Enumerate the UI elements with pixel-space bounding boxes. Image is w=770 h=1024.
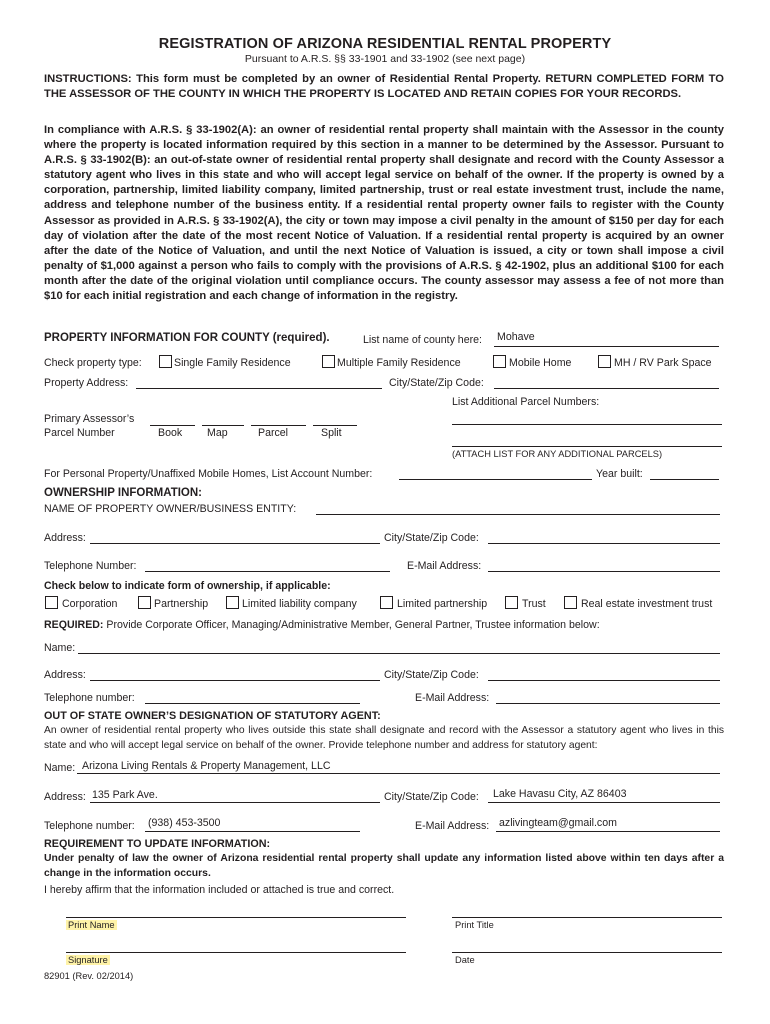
trust-label: Trust: [522, 598, 546, 610]
property-type-label: Check property type:: [44, 357, 142, 369]
single-family-checkbox[interactable]: [159, 355, 172, 368]
owner-name-input[interactable]: [316, 514, 720, 515]
print-name-input[interactable]: [66, 917, 406, 918]
update-heading: REQUIREMENT TO UPDATE INFORMATION:: [44, 838, 271, 850]
owner-name-label: NAME OF PROPERTY OWNER/BUSINESS ENTITY:: [44, 503, 297, 515]
agent-city-line: [488, 802, 720, 803]
mobile-home-label: Mobile Home: [509, 357, 572, 369]
owner-address-label: Address:: [44, 532, 86, 544]
owner-city-label: City/State/Zip Code:: [384, 532, 479, 544]
agent-address-label: Address:: [44, 791, 86, 803]
officer-phone-label: Telephone number:: [44, 692, 135, 704]
agent-heading: OUT OF STATE OWNER’S DESIGNATION OF STATUTORY AGENT:: [44, 710, 381, 722]
agent-city-label: City/State/Zip Code:: [384, 791, 479, 803]
officer-city-input[interactable]: [488, 680, 720, 681]
owner-address-input[interactable]: [90, 543, 380, 544]
agent-phone-line: [145, 831, 360, 832]
signature-input[interactable]: [66, 952, 406, 953]
agent-email-input[interactable]: azlivingteam@gmail.com: [499, 817, 617, 829]
agent-address-line: [90, 802, 380, 803]
officer-email-input[interactable]: [496, 703, 720, 704]
officer-name-input[interactable]: [78, 653, 720, 654]
llc-checkbox[interactable]: [226, 596, 239, 609]
mh-rv-checkbox[interactable]: [598, 355, 611, 368]
agent-name-input[interactable]: Arizona Living Rentals & Property Management, LLC: [82, 760, 331, 772]
multiple-family-checkbox[interactable]: [322, 355, 335, 368]
agent-name-label: Name:: [44, 762, 76, 774]
affirm-text: I hereby affirm that the information included or attached is true and correct.: [44, 884, 395, 896]
officer-name-label: Name:: [44, 642, 76, 654]
form-number: 82901 (Rev. 02/2014): [44, 971, 134, 981]
print-title-input[interactable]: [452, 917, 722, 918]
print-title-label: Print Title: [455, 920, 494, 930]
partnership-checkbox[interactable]: [138, 596, 151, 609]
date-label: Date: [455, 955, 475, 965]
additional-parcels-label: List Additional Parcel Numbers:: [452, 396, 600, 408]
parcel-map-input[interactable]: [202, 425, 244, 426]
corporation-checkbox[interactable]: [45, 596, 58, 609]
year-built-label: Year built:: [596, 468, 643, 480]
signature-text: Signature: [68, 955, 108, 965]
mh-rv-label: MH / RV Park Space: [614, 357, 712, 369]
officer-email-label: E-Mail Address:: [415, 692, 490, 704]
form-title: REGISTRATION OF ARIZONA RESIDENTIAL RENTAL PROPERTY: [158, 36, 612, 52]
parcel-split-input[interactable]: [313, 425, 357, 426]
parcel-parcel-label: Parcel: [258, 427, 289, 439]
attach-list-note: (ATTACH LIST FOR ANY ADDITIONAL PARCELS): [452, 449, 663, 459]
update-text: Under penalty of law the owner of Arizona residential rental property shall update any information listed above within ten days after a change in the information occurs.: [44, 853, 724, 879]
property-address-label: Property Address:: [44, 377, 129, 389]
officer-address-label: Address:: [44, 669, 86, 681]
trust-checkbox[interactable]: [505, 596, 518, 609]
partnership-label: Partnership: [154, 598, 209, 610]
llc-label: Limited liability company: [242, 598, 357, 610]
officer-city-label: City/State/Zip Code:: [384, 669, 479, 681]
agent-text: An owner of residential rental property who lives outside this state shall designate and record with the Assessor a statutory agent who lives in this state and who will accept legal service on behalf of the owner. Provide telephone number and address for statutory agent:: [44, 725, 724, 751]
required-note: [44, 619, 600, 631]
ownership-heading: OWNERSHIP INFORMATION:: [44, 487, 203, 499]
parcel-book-label: Book: [158, 427, 183, 439]
agent-phone-label: Telephone number:: [44, 820, 135, 832]
owner-email-input[interactable]: [488, 571, 720, 572]
property-address-input[interactable]: [136, 388, 382, 389]
year-built-input[interactable]: [650, 479, 719, 480]
date-input[interactable]: [452, 952, 722, 953]
account-number-input[interactable]: [399, 479, 592, 480]
form-subtitle: Pursuant to A.R.S. §§ 33-1901 and 33-1902 (see next page): [244, 53, 526, 65]
compliance-text: In compliance with A.R.S. § 33-1902(A): an owner of residential rental property shall maintain with the Assessor in the county where the property is located information required by this section in a manner to be determined by the Assessor. Pursuant to A.R.S. § 33-1902(B): an out-of-state owner of residential rental property shall designate and record with the County Assessor a statutory agent who lives in this state and who will accept legal service on behalf of the owner. If the property is owned by a corporation, partnership, limited liability company, limited partnership, trust or real estate investment trust, include the name, address and telephone number of the business entity. If a residential rental property owner fails to register with the County Assessor as provided in A.R.S. § 33-1902(A), the city or town may impose a civil penalty in the amount of $150 per day for each day of violation after the date of the most recent Notice of Valuation. If a residential rental property is acquired by an owner after the date of the Notice of Valuation, and until the next Notice of Valuation is issued, a city or town shall impose a civil penalty of $1,000 against a person who fails to comply with the provisions of A.R.S. § 42-1902, plus an additional $100 for each month after the date of the original violation until compliance occurs. The county assessor may assess a fee of not more than $10 for each initial registration and each change of information in the registry.: [44, 124, 724, 303]
property-city-input[interactable]: [494, 388, 719, 389]
officer-address-input[interactable]: [90, 680, 380, 681]
ownership-form-heading: Check below to indicate form of ownership, if applicable:: [44, 580, 331, 592]
agent-city-input[interactable]: Lake Havasu City, AZ 86403: [493, 788, 627, 800]
parcel-map-label: Map: [207, 427, 228, 439]
mobile-home-checkbox[interactable]: [493, 355, 506, 368]
additional-parcel-input-1[interactable]: [452, 424, 722, 425]
parcel-label-line2: Parcel Number: [44, 427, 115, 439]
limited-partnership-checkbox[interactable]: [380, 596, 393, 609]
single-family-label: Single Family Residence: [174, 357, 291, 369]
print-name-label: [66, 920, 117, 930]
instructions-text: INSTRUCTIONS: This form must be completed by an owner of Residential Rental Property. RETURN COMPLETED FORM TO THE ASSESSOR OF THE COUNTY IN WHICH THE PROPERTY IS LOCATED AND RETAIN COPIES FOR YOUR RECORDS.: [44, 73, 724, 101]
agent-name-line: [77, 773, 720, 774]
property-city-label: City/State/Zip Code:: [389, 377, 484, 389]
personal-property-label: For Personal Property/Unaffixed Mobile Homes, List Account Number:: [44, 468, 373, 480]
multiple-family-label: Multiple Family Residence: [337, 357, 461, 369]
required-bold: REQUIRED:: [44, 619, 104, 631]
parcel-parcel-input[interactable]: [251, 425, 306, 426]
county-line: [494, 346, 719, 347]
limited-partnership-label: Limited partnership: [397, 598, 488, 610]
parcel-book-input[interactable]: [150, 425, 195, 426]
additional-parcel-input-2[interactable]: [452, 446, 722, 447]
county-input[interactable]: Mohave: [497, 331, 535, 343]
property-info-heading: PROPERTY INFORMATION FOR COUNTY (required).: [44, 332, 330, 344]
agent-email-label: E-Mail Address:: [415, 820, 490, 832]
owner-phone-label: Telephone Number:: [44, 560, 137, 572]
signature-label: [66, 955, 110, 965]
county-label: List name of county here:: [363, 334, 482, 346]
parcel-label-line1: Primary Assessor’s: [44, 413, 135, 425]
reit-checkbox[interactable]: [564, 596, 577, 609]
reit-label: Real estate investment trust: [581, 598, 713, 610]
owner-city-input[interactable]: [488, 543, 720, 544]
owner-email-label: E-Mail Address:: [407, 560, 482, 572]
corporation-label: Corporation: [62, 598, 118, 610]
parcel-split-label: Split: [321, 427, 342, 439]
print-name-text: Print Name: [68, 920, 115, 930]
agent-email-line: [496, 831, 720, 832]
owner-phone-input[interactable]: [145, 571, 390, 572]
agent-phone-input[interactable]: (938) 453-3500: [148, 817, 221, 829]
agent-address-input[interactable]: 135 Park Ave.: [92, 789, 158, 801]
required-text: Provide Corporate Officer, Managing/Administrative Member, General Partner, Trustee information below:: [106, 619, 600, 631]
officer-phone-input[interactable]: [145, 703, 360, 704]
